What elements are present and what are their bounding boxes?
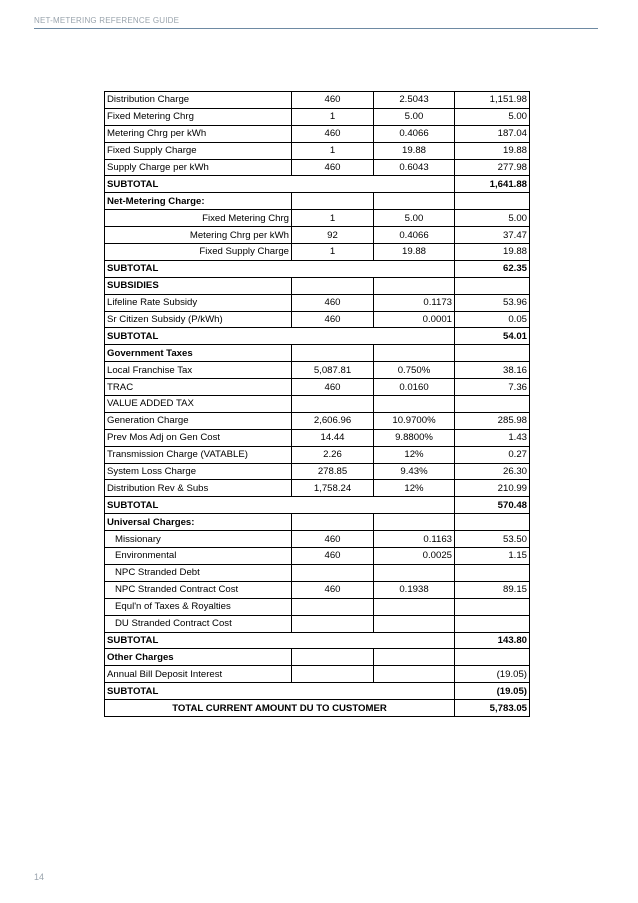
empty-cell [374,277,455,294]
row-quantity: 14.44 [292,429,374,446]
row-quantity: 460 [292,125,374,142]
row-quantity: 278.85 [292,463,374,480]
row-rate: 0.1938 [374,581,455,598]
table-row [105,446,530,463]
row-quantity: 1 [292,108,374,125]
row-amount: 1.43 [455,429,530,446]
row-description: Distribution Charge [105,92,292,109]
row-rate: 0.0001 [374,311,455,328]
row-rate: 0.6043 [374,159,455,176]
table-row [105,142,530,159]
page-number: 14 [34,872,45,882]
row-description: Local Franchise Tax [105,362,292,379]
table-row [105,531,530,548]
row-rate: 19.88 [374,142,455,159]
row-quantity: 460 [292,92,374,109]
row-rate: 9.43% [374,463,455,480]
subtotal-amount: 570.48 [455,497,530,514]
empty-cell [455,649,530,666]
empty-cell [455,396,530,413]
empty-cell [455,514,530,531]
empty-cell [292,277,374,294]
table-row [105,227,530,244]
row-rate: 9.8800% [374,429,455,446]
row-quantity: 1 [292,142,374,159]
row-rate: 0.0025 [374,548,455,565]
total-amount: 5,783.05 [455,700,530,717]
row-rate: 12% [374,480,455,497]
empty-cell [374,345,455,362]
section-header-row [105,649,530,666]
empty-cell [374,564,455,581]
table-row [105,108,530,125]
row-quantity: 460 [292,548,374,565]
subtotal-row [105,497,530,514]
row-quantity: 1 [292,210,374,227]
row-rate: 5.00 [374,108,455,125]
row-description: Metering Chrg per kWh [105,227,292,244]
table-row [105,598,530,615]
row-amount: 187.04 [455,125,530,142]
row-quantity: 1 [292,244,374,261]
section-title: Other Charges [105,649,292,666]
row-amount: 53.50 [455,531,530,548]
billing-table [104,91,530,717]
empty-cell [374,598,455,615]
empty-cell [292,598,374,615]
subtotal-row [105,328,530,345]
row-description: Prev Mos Adj on Gen Cost [105,429,292,446]
empty-cell [455,193,530,210]
subtotal-amount: 143.80 [455,632,530,649]
row-description: Supply Charge per kWh [105,159,292,176]
subtotal-label: SUBTOTAL [105,328,455,345]
empty-cell [455,345,530,362]
empty-cell [455,598,530,615]
row-rate: 0.1163 [374,531,455,548]
row-description: TRAC [105,379,292,396]
empty-cell [292,345,374,362]
table-row [105,362,530,379]
section-title: SUBSIDIES [105,277,292,294]
row-description: Missionary [105,531,292,548]
row-amount: 1,151.98 [455,92,530,109]
row-description: Transmission Charge (VATABLE) [105,446,292,463]
row-description: Fixed Supply Charge [105,142,292,159]
row-description: Fixed Supply Charge [105,244,292,261]
row-quantity: 92 [292,227,374,244]
empty-cell [292,396,374,413]
row-quantity: 460 [292,379,374,396]
subtotal-label: SUBTOTAL [105,260,455,277]
subtotal-amount: 1,641.88 [455,176,530,193]
row-quantity: 460 [292,294,374,311]
row-amount: 1.15 [455,548,530,565]
row-amount: 5.00 [455,210,530,227]
empty-cell [374,649,455,666]
row-amount: (19.05) [455,666,530,683]
subtotal-amount: 62.35 [455,260,530,277]
subtotal-label: SUBTOTAL [105,632,455,649]
row-description: Sr Citizen Subsidy (P/kWh) [105,311,292,328]
row-rate: 5.00 [374,210,455,227]
row-quantity: 460 [292,311,374,328]
row-quantity: 460 [292,159,374,176]
table-row [105,412,530,429]
header-divider [34,28,598,29]
billing-table-body [105,92,530,717]
table-row [105,396,530,413]
table-row [105,666,530,683]
header-title: NET-METERING REFERENCE GUIDE [34,16,180,25]
table-row [105,564,530,581]
row-rate: 0.4066 [374,125,455,142]
empty-cell [374,193,455,210]
row-quantity: 2.26 [292,446,374,463]
row-rate: 0.1173 [374,294,455,311]
total-label: TOTAL CURRENT AMOUNT DU TO CUSTOMER [105,700,455,717]
table-row [105,379,530,396]
empty-cell [292,514,374,531]
row-quantity: 5,087.81 [292,362,374,379]
total-row [105,700,530,717]
row-description: NPC Stranded Contract Cost [105,581,292,598]
table-row [105,244,530,261]
empty-cell [374,396,455,413]
subtotal-row [105,632,530,649]
row-rate: 0.750% [374,362,455,379]
row-description: DU Stranded Contract Cost [105,615,292,632]
row-description: System Loss Charge [105,463,292,480]
row-rate: 0.0160 [374,379,455,396]
row-amount: 19.88 [455,142,530,159]
row-rate: 0.4066 [374,227,455,244]
subtotal-label: SUBTOTAL [105,683,455,700]
subtotal-row [105,176,530,193]
empty-cell [455,615,530,632]
empty-cell [374,615,455,632]
empty-cell [455,277,530,294]
empty-cell [455,564,530,581]
section-header-row [105,193,530,210]
row-amount: 38.16 [455,362,530,379]
empty-cell [292,564,374,581]
row-quantity: 1,758.24 [292,480,374,497]
table-row [105,92,530,109]
row-rate: 2.5043 [374,92,455,109]
row-quantity: 460 [292,581,374,598]
empty-cell [292,615,374,632]
row-description: Fixed Metering Chrg [105,210,292,227]
table-row [105,581,530,598]
row-amount: 0.05 [455,311,530,328]
section-header-row [105,514,530,531]
subtotal-row [105,683,530,700]
table-row [105,311,530,328]
section-header-row [105,277,530,294]
row-quantity: 460 [292,531,374,548]
section-header-row [105,345,530,362]
row-amount: 277.98 [455,159,530,176]
section-title: Net-Metering Charge: [105,193,292,210]
row-amount: 53.96 [455,294,530,311]
table-row [105,615,530,632]
row-description: Distribution Rev & Subs [105,480,292,497]
row-amount: 37.47 [455,227,530,244]
table-row [105,548,530,565]
row-rate: 12% [374,446,455,463]
row-quantity: 2,606.96 [292,412,374,429]
section-title: Universal Charges: [105,514,292,531]
row-description: Annual Bill Deposit Interest [105,666,292,683]
row-amount: 210.99 [455,480,530,497]
row-rate: 19.88 [374,244,455,261]
table-row [105,463,530,480]
row-description: NPC Stranded Debt [105,564,292,581]
subtotal-amount: 54.01 [455,328,530,345]
subtotal-amount: (19.05) [455,683,530,700]
row-description: Fixed Metering Chrg [105,108,292,125]
table-row [105,429,530,446]
row-description: VALUE ADDED TAX [105,396,292,413]
table-row [105,210,530,227]
row-quantity [292,666,374,683]
row-amount: 19.88 [455,244,530,261]
table-row [105,159,530,176]
row-rate: 10.9700% [374,412,455,429]
empty-cell [292,193,374,210]
row-description: Metering Chrg per kWh [105,125,292,142]
table-row [105,125,530,142]
empty-cell [374,514,455,531]
row-amount: 89.15 [455,581,530,598]
row-amount: 7.36 [455,379,530,396]
row-description: Equl'n of Taxes & Royalties [105,598,292,615]
row-description: Generation Charge [105,412,292,429]
row-amount: 285.98 [455,412,530,429]
row-amount: 5.00 [455,108,530,125]
row-amount: 0.27 [455,446,530,463]
row-rate [374,666,455,683]
table-row [105,294,530,311]
empty-cell [292,649,374,666]
row-description: Environmental [105,548,292,565]
row-description: Lifeline Rate Subsidy [105,294,292,311]
subtotal-label: SUBTOTAL [105,497,455,514]
subtotal-row [105,260,530,277]
subtotal-label: SUBTOTAL [105,176,455,193]
row-amount: 26.30 [455,463,530,480]
section-title: Government Taxes [105,345,292,362]
table-row [105,480,530,497]
